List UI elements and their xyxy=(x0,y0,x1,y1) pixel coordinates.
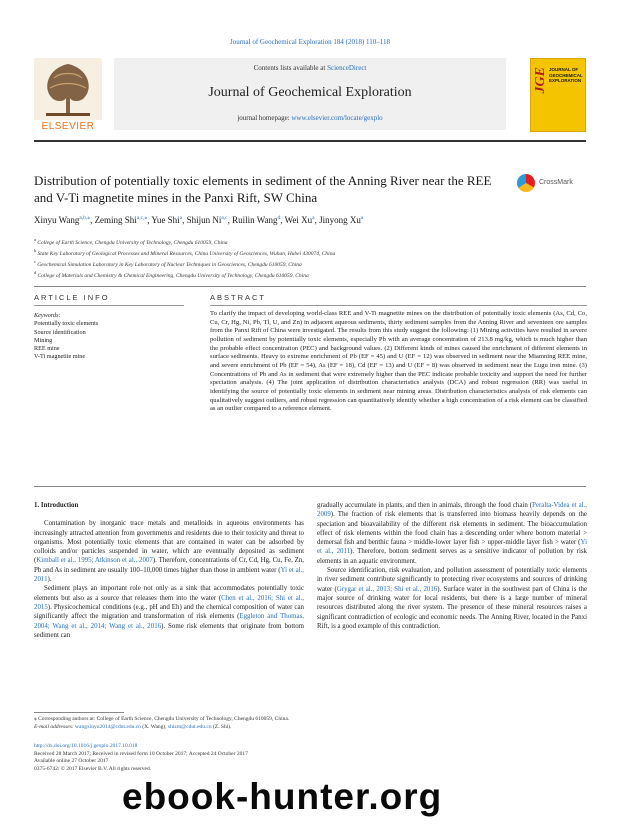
email-line: E-mail addresses: wangxinyu2014@cdut.edu.cn (X. Wang), shizm@cdut.edu.cn (Z. Shi). xyxy=(34,723,232,730)
author-affiliation-marker[interactable]: a xyxy=(179,215,183,221)
publisher-name: ELSEVIER xyxy=(41,121,95,132)
citation-link[interactable]: Kimball et al., 1995; Atkinson et al., 2007 xyxy=(36,557,153,565)
author-affiliation-marker[interactable]: a xyxy=(360,215,364,221)
journal-masthead xyxy=(34,58,586,136)
citation-link[interactable]: Chen et al., 2016; Shi et al., 2015 xyxy=(34,594,304,611)
header-rule xyxy=(34,286,586,287)
online-date: Available online 27 October 2017 xyxy=(34,758,109,765)
body-paragraph: Contamination by inorganic trace metals and metalloids in aqueous environments has increasingly attracted attention from governments and residents due to their toxicity and threat to organisms. Most potentially toxic elements that are contained in water can be adsorbed by colloids and/or particles suspended in water, which are eventually deposited as sediment (Kimball et al., 1995; Atkinson et al., 2007). Therefore, concentrations of Cr, Cd, Hg, Cu, Fe, Zn, Pb and As in sediment are usually 100–10,000 times higher than those in ambient water (Yi et al., 2011). xyxy=(34,520,304,584)
author-name: Ruilin Wang xyxy=(232,215,278,225)
body-paragraph: Sediment plays an important role not only as a sink that accommodates potentially toxic elements but also as a source that releases them into the water (Chen et al., 2016; Shi et al., 2015). Physicochemical conditions (e.g., pH and Eh) and the chemical composition of water can significantly affect the migration and transformation of risk elements (Eggleton and Thomas, 2004; Wang et al., 2014; Wang et al., 2016). Some risk elements that originate from bottom sediment can xyxy=(34,585,305,639)
body-paragraph: Source identification, risk evaluation, and pollution assessment of potentially toxic elements in river sediment contribute significantly to protecting river ecosystems and sources of drinking water (Grygar et al., 2013; Shi et al., 2016). Surface water in the southwest part of China is the major source of drinking water for local residents, but there is a large number of mineral resources distributed along the river system. The presence of these mineral resources raises a significant contradiction of ecologic and economic needs. The Anning River, located in the Panxi Rift, is a good example of this contradiction. xyxy=(317,567,587,630)
homepage-link[interactable]: www.elsevier.com/locate/gexplo xyxy=(291,114,383,122)
author-affiliation-marker[interactable]: a xyxy=(312,215,315,221)
section-heading: 1. Introduction xyxy=(34,502,79,509)
email-link-wang[interactable]: wangxinyu2014@cdut.edu.cn xyxy=(75,723,141,730)
abstract-bottom-rule xyxy=(34,486,586,487)
keywords-block xyxy=(34,312,184,362)
abstract-heading: ABSTRACT xyxy=(210,293,267,302)
journal-banner xyxy=(114,58,506,130)
received-dates: Received 28 March 2017; Received in revised form 10 October 2017; Accepted 24 October 2017 xyxy=(34,750,248,757)
crossmark-badge[interactable] xyxy=(517,173,587,195)
keyword-item: REE mine xyxy=(34,345,60,353)
article-info-heading: ARTICLE INFO xyxy=(34,293,110,302)
doi-link[interactable]: http://dx.doi.org/10.1016/j.gexplo.2017.10.018 xyxy=(34,743,138,749)
cover-title: JOURNAL OF GEOCHEMICAL EXPLORATION xyxy=(549,67,583,83)
email-link-shi[interactable]: shizm@cdut.edu.cn xyxy=(168,723,212,730)
author-name: Jinyong Xu xyxy=(319,215,361,225)
keywords-label: Keywords: xyxy=(34,312,61,319)
keyword-item: Potentially toxic elements xyxy=(34,320,99,328)
keyword-item: Mining xyxy=(34,336,53,344)
masthead-rule xyxy=(34,140,586,142)
author-affiliation-marker[interactable]: a,b,⁎ xyxy=(79,215,91,221)
journal-reference[interactable]: Journal of Geochemical Exploration 184 (2018) 110–118 xyxy=(229,38,391,46)
journal-title: Journal of Geochemical Exploration xyxy=(208,85,412,100)
keywords-list xyxy=(34,320,184,361)
body-right-column xyxy=(317,501,587,631)
corresponding-note: ⁎ Corresponding authors at: College of Earth Science, Chengdu University of Technology, Chengdu 610059, China. xyxy=(34,716,290,722)
author-affiliation-marker[interactable]: d xyxy=(277,215,281,221)
cover-letters: JGE xyxy=(533,67,548,94)
article-info-rule xyxy=(34,305,184,306)
abstract-text: To clarify the impact of developing world-class REE and V-Ti magnetite mines on the distribution of potentially toxic elements (As, Cd, Co, Cu, Cr, Hg, Ni, Pb, Tl, U, and Zn) in adjacent aqueous sediments, thirty sediment samples from the Anning River and seventeen ore samples from the Panxi Rift of China were investigated. The results from this study suggest the following: (1) Mining activities have resulted in severe pollution of sediment by potentially toxic elements, especially Pb with an average concentration of 213.8 mg/kg, which is much higher than the probable effect concentration (PEC) and background values. (2) Different kinds of mines caused the enrichment of different elements in surface sediments. Heavy to extreme enrichment of Pb (EF = 45) and U (EF = 12) was observed in sediment near the Miamning REE mine, and severe enrichment of Pb (EF = 54), As (EF = 18), Cd (EF = 13) and U (EF = 8) was observed in sediment near the Lugu iron mine. (3) Concentrations of Pb and As in sediment that were extremely higher than the PEC indicate probable toxicity and support the need for further speciation analysis. (4) The joint application of distribution characteristics analysis (DCA) and robust regression (RR) was useful in identifying the source of potentially toxic elements in sediment near mining areas. Distribution characteristics analysis of risk elements can qualitatively suggest outliers, and robust regression can quantitatively identify whether a high concentration of a risk element can be classified as an outlier compared to a reference element. xyxy=(210,310,587,413)
affiliation-item: $^a$ College of Earth Science, Chengdu University of Technology, Chengdu 610059, China xyxy=(34,237,228,246)
citation-link[interactable]: Grygar et al., 2013; Shi et al., 2016 xyxy=(336,585,438,593)
crossmark-icon xyxy=(517,174,535,192)
keyword-item: Source identification xyxy=(34,328,86,336)
author-name: Xinyu Wang xyxy=(34,215,80,225)
body-paragraph: gradually accumulate in plants, and then in animals, through the food chain (Peralta-Videa et al., 2009). The fraction of risk elements that is transferred into biomass heavily depends on the speciation and bioavailability of the different risk elements in sediment. The bioaccumulation effect of risk elements within the food chain has a descending order where bottom material > demersal fish and benthic fauna > middle-lower layer fish > upper-middle layer fish > water (Yi et al., 2011). Therefore, bottom sediment serves as a sensitive indicator of pollution by risk elements in an aquatic environment. xyxy=(317,502,587,565)
citation-link[interactable]: Yi et al., 2011 xyxy=(317,539,587,556)
author-name: Yue Shi xyxy=(151,215,180,225)
affiliation-item: $^d$ College of Materials and Chemistry & Chemical Engineering, Chengdu University of Technology, Chengdu 610059, China xyxy=(34,270,309,280)
affiliation-item: $^c$ Geochemical Simulation Laboratory in Key Laboratory of Nuclear Techniques in Geosciences, Chengdu 610059, China xyxy=(34,259,302,269)
keyword-item: V-Ti magnetite mine xyxy=(34,353,86,361)
body-left-column xyxy=(34,501,304,640)
author-affiliation-marker[interactable]: a,c,⁎ xyxy=(136,215,148,221)
author-name: Wei Xu xyxy=(284,215,313,225)
journal-cover-thumbnail xyxy=(530,58,586,132)
copyright-line: 0375-6742/ © 2017 Elsevier B.V. All rights reserved. xyxy=(34,765,152,772)
citation-link[interactable]: Eggleton and Thomas, 2004; Wang et al., 2014; Wang et al., 2016 xyxy=(34,613,304,630)
citation-link[interactable]: Yi et al., 2011 xyxy=(34,566,304,584)
author-affiliation-marker[interactable]: a,c xyxy=(221,215,228,221)
affiliation-item: $^b$ State Key Laboratory of Geological Processes and Mineral Resources, China University of Geosciences, Wuhan, Hubei 430074, China xyxy=(34,248,336,257)
author-name: Shijun Ni xyxy=(186,215,222,225)
footnote-block xyxy=(34,716,586,731)
watermark-text: ebook-hunter.org xyxy=(122,776,443,817)
footnote-rule xyxy=(34,712,124,713)
crossmark-label: CrossMark xyxy=(539,179,573,186)
citation-link[interactable]: Peralta-Videa et al., 2009 xyxy=(317,502,587,519)
author-list: Xinyu Wang$^{a,b,⁎}$, Zeming Shi$^{a,c,⁎}$, Yue Shi$^a$, Shijun Ni$^{a,c}$, Ruilin Wang$^d$, Wei Xu$^a$, Jinyong Xu$^a$ xyxy=(34,215,364,225)
journal-homepage: journal homepage: www.elsevier.com/locate/gexplo xyxy=(237,114,383,122)
publication-info xyxy=(34,743,586,773)
abstract-rule xyxy=(210,305,587,306)
affiliation-list xyxy=(34,236,586,281)
article-title: Distribution of potentially toxic elements in sediment of the Anning River near the REE and V-Ti magnetite mines in the Panxi Rift, SW China xyxy=(34,173,492,205)
author-name: Zeming Shi xyxy=(94,215,137,225)
sciencedirect-link[interactable]: ScienceDirect xyxy=(327,64,367,72)
contents-line: Contents lists available at ScienceDirect xyxy=(253,64,367,72)
elsevier-tree-logo xyxy=(34,58,102,128)
